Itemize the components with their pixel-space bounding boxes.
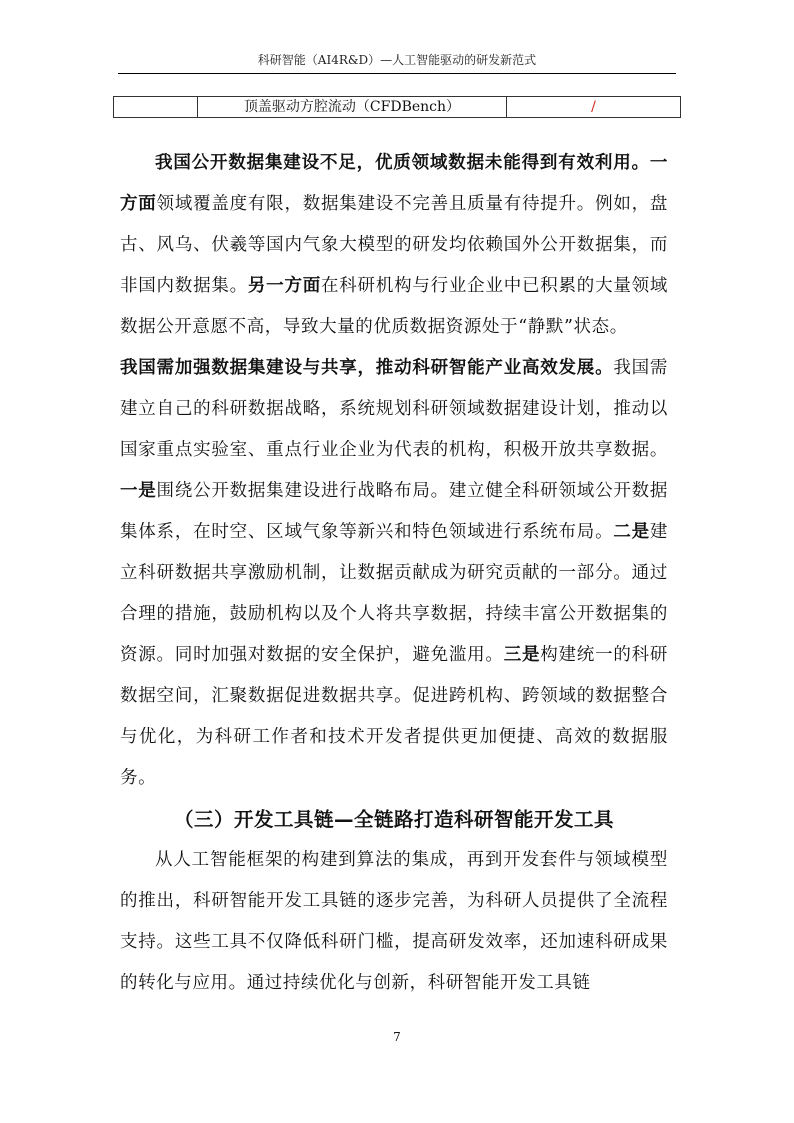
table-cell-empty — [114, 97, 198, 117]
bold-marker: 三是 — [503, 645, 541, 665]
paragraph-text: 构建统一的科研数据空间，汇聚数据促进数据共享。促进跨机构、跨领域的数据整合与优化，为科研工作者和技术开发者提供更加便捷、高效的数据服务。 — [120, 645, 668, 788]
bold-marker: 一是 — [120, 481, 157, 501]
paragraph-text: 领域覆盖度有限，数据集建设不完善且质量有待提升。例如，盘古、风乌、伏羲等国内气象大模型的研发均依赖国外公开数据集，而非国内数据集。 — [120, 194, 668, 296]
bold-lead: 我国需加强数据集建设与共享，推动科研智能产业高效发展。 — [120, 358, 614, 378]
header-rule — [118, 73, 676, 74]
section-title: （三）开发工具链—全链路打造科研智能开发工具 — [173, 808, 614, 831]
paragraph-3: 从人工智能框架的构建到算法的集成，再到开发套件与领域模型的推出，科研智能开发工具链的逐步完善，为科研人员提供了全流程支持。这些工具不仅降低科研门槛，提高研发效率，还加速科研成果的转化与应用。通过持续优化与创新，科研智能开发工具链 — [120, 850, 668, 993]
running-header: 科研智能（AI4R&D）—人工智能驱动的研发新范式 — [257, 53, 537, 67]
paragraph-text: 在科研机构与行业企业中已积累的大量领域数据公开意愿不高，导致大量的优质数据资源处于“静默”状态。 — [120, 276, 668, 337]
bold-marker: 一方面 — [120, 153, 668, 214]
table-cell-dataset-name: 顶盖驱动方腔流动（CFDBench） — [198, 97, 507, 117]
paragraph-text: 围绕公开数据集建设进行战略布局。建立健全科研领域公开数据集体系，在时空、区域气象等新兴和特色领域进行系统布局。 — [120, 481, 668, 542]
bold-marker: 二是 — [613, 522, 650, 542]
paragraph-text: 我国需建立自己的科研数据战略，系统规划科研领域数据建设计划，推动以国家重点实验室、重点行业企业为代表的机构，积极开放共享数据。 — [120, 358, 668, 460]
table-cell-value: / — [591, 99, 596, 115]
page-number: 7 — [393, 1030, 401, 1044]
paragraph-1 — [120, 143, 668, 348]
bold-marker: 另一方面 — [247, 276, 321, 296]
table-row — [113, 96, 681, 118]
paragraph-text: 建立科研数据共享激励机制，让数据贡献成为研究贡献的一部分。通过合理的措施，鼓励机构以及个人将共享数据，持续丰富公开数据集的资源。同时加强对数据的安全保护，避免滥用。 — [120, 522, 668, 665]
body-text — [120, 143, 668, 1004]
paragraph-2 — [120, 348, 668, 799]
bold-lead: 我国公开数据集建设不足，优质领域数据未能得到有效利用。 — [155, 153, 650, 173]
